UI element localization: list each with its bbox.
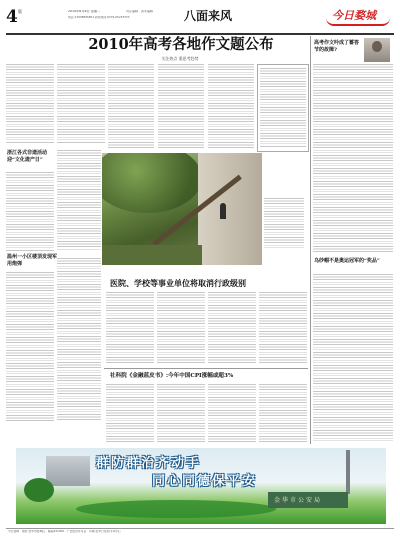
- center-feature-headline: 医院、学校等事业单位将取消行政级别: [110, 278, 246, 288]
- article-text-block: [157, 292, 205, 364]
- sidebar-box: [257, 64, 309, 152]
- bottom-feature-headline: 社科院《金融蓝皮书》:今年中国CPI涨幅或超3%: [110, 373, 234, 379]
- banner-tower: [346, 450, 350, 494]
- article-text-block: [6, 172, 54, 252]
- photo-worker: [220, 203, 226, 219]
- editor-line: 责任编辑 · 美术编辑: [126, 10, 153, 13]
- left-headline-1: 浙江各式非遗活动迎“文化遗产日”: [7, 150, 48, 163]
- phone-line: 电话:13938895851 新闻热线:0379-65233333: [68, 16, 130, 19]
- article-text-block: [106, 384, 154, 444]
- banner-building: [46, 456, 90, 486]
- right-column-divider: [310, 36, 311, 444]
- article-text-block: [6, 64, 54, 144]
- article-text-block: [208, 292, 256, 364]
- lead-subhead: 关注热点 重思考趋势: [161, 56, 199, 61]
- sidebar-box-text: [260, 68, 306, 148]
- article-text-block: [157, 384, 205, 444]
- article-text-block: [158, 64, 204, 150]
- banner-tree: [24, 478, 54, 502]
- section-title: 八面来风: [184, 9, 233, 23]
- masthead-rule: [6, 33, 394, 35]
- article-text-block: [106, 292, 154, 364]
- banner-line-1: 群防群治齐动手: [96, 456, 202, 471]
- date-line: 2010年6月8日 星期二: [68, 10, 101, 13]
- section-divider: [104, 368, 308, 369]
- footer-text: 今日婺城 · 地址:金华市婺城区 · 邮编321000 · 广告经营许可证 · 印刷:金华日报社印务中心: [8, 530, 121, 533]
- logo: [324, 6, 394, 26]
- article-text-block: [108, 64, 154, 150]
- article-text-block: [57, 150, 101, 250]
- right-headline-2: 乌纱帽不是奥运冠军的“奖品”: [314, 258, 380, 264]
- banner-ad: [16, 448, 386, 524]
- right-headline-1: 高考作文吟成了蓄答节的故障?: [314, 40, 360, 53]
- columnist-portrait: [364, 38, 390, 62]
- masthead: [6, 6, 394, 32]
- banner-sign: [268, 492, 348, 508]
- article-text-block: [313, 274, 393, 442]
- footer-rule: [6, 528, 394, 529]
- article-text-block: [6, 272, 54, 422]
- left-headline-2: 温州一小区楼顶发现军用炮弹: [7, 254, 58, 267]
- banner-hedge: [76, 500, 276, 518]
- article-text-block: [313, 64, 393, 254]
- logo-text: 今日婺城: [332, 9, 376, 22]
- banner-line-2: 同心同德保平安: [152, 474, 258, 489]
- article-text-block: [259, 384, 307, 444]
- article-text-block: [259, 292, 307, 364]
- photo-ground: [102, 245, 202, 265]
- article-text-block: [57, 64, 105, 144]
- page-suffix: 版: [18, 9, 22, 14]
- photo-caption: [264, 198, 304, 248]
- photo-building-wall: [198, 153, 262, 265]
- photo-tree-foliage: [102, 153, 202, 213]
- news-photo: [102, 153, 262, 265]
- article-text-block: [57, 258, 101, 422]
- article-text-block: [208, 384, 256, 444]
- portrait-head: [372, 41, 382, 52]
- page-number: 4: [6, 7, 18, 27]
- lead-headline: 2010年高考各地作文题公布: [88, 36, 274, 53]
- article-text-block: [208, 64, 254, 150]
- banner-sign-text: 金华市公安局: [274, 497, 323, 504]
